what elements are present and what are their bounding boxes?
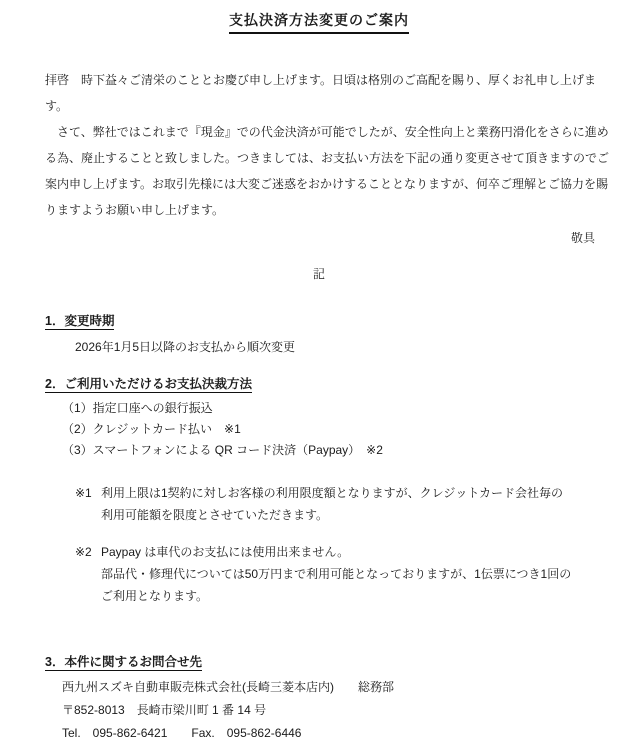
note-1-line-1: 利用上限は1契約に対しお客様の利用限度額となりますが、クレジットカード会社毎の [101,486,564,500]
payment-method-item-2: （2）クレジットカード払い ※1 [62,422,241,436]
section-3-heading [45,652,610,672]
contact-phone: Tel. 095-862-6421 Fax. 095-862-6446 [62,726,302,740]
note-2-line-1: Paypay は車代のお支払には使用出来ません。 [101,545,350,559]
payment-method-item-1: （1）指定口座への銀行振込 [62,401,213,415]
section-2-heading [45,374,610,394]
section-3-heading-text: 3．本件に関するお問合せ先 [45,655,202,669]
note-2 [45,541,610,607]
record-marker-ki: 記 [312,267,325,281]
note-1-text [101,482,563,526]
note-2-line-2: 部品代・修理代については50万円まで利用可能となっておりますが、1伝票につき1回の [101,567,572,581]
section-2-heading-text: 2．ご利用いただけるお支払決裁方法 [45,377,252,391]
contact-company: 西九州スズキ自動車販売株式会社(長崎三菱本店内) 総務部 [62,680,394,694]
note-1-marker: ※1 [75,486,92,500]
payment-method-item-3: （3）スマートフォンによる QR コード決済（Paypay） ※2 [62,443,383,457]
note-2-text [101,541,571,607]
closing-keigu: 敬具 [570,231,595,245]
page-title: 支払決済方法変更のご案内 [229,10,409,34]
section-1-heading [45,311,610,331]
title-row [0,10,638,34]
note-2-marker: ※2 [75,545,92,559]
payment-method-list [45,398,610,461]
note-1-line-2: 利用可能額を限度とさせていただきます。 [101,508,329,522]
note-1 [45,482,610,526]
note-2-line-3: ご利用となります。 [101,589,209,603]
section-1-heading-text: 1．変更時期 [45,314,115,328]
salutation-text: 拝啓 時下益々ご清栄のこととお慶び申し上げます。日頃は格別のご高配を賜り、厚くお礼申し上げます。 [45,73,597,113]
contact-address: 〒852-8013 長崎市梁川町 1 番 14 号 [62,703,267,717]
record-marker-row [0,261,638,287]
contact-block [45,676,610,745]
body-paragraph: さて、弊社ではこれまで『現金』での代金決済が可能でしたが、安全性向上と業務円滑化をさらに進める為、廃止することと致しました。つきましては、お支払い方法を下記の通り変更させて頂きますのでご案内申し上げます。お取引先様には大変ご迷惑をおかけすることとなりますが、何卒ご理解とご協力を賜りますようお願い申し上げます。 [45,125,610,217]
section-1-content: 2026年1月5日以降のお支払から順次変更 [75,340,296,354]
